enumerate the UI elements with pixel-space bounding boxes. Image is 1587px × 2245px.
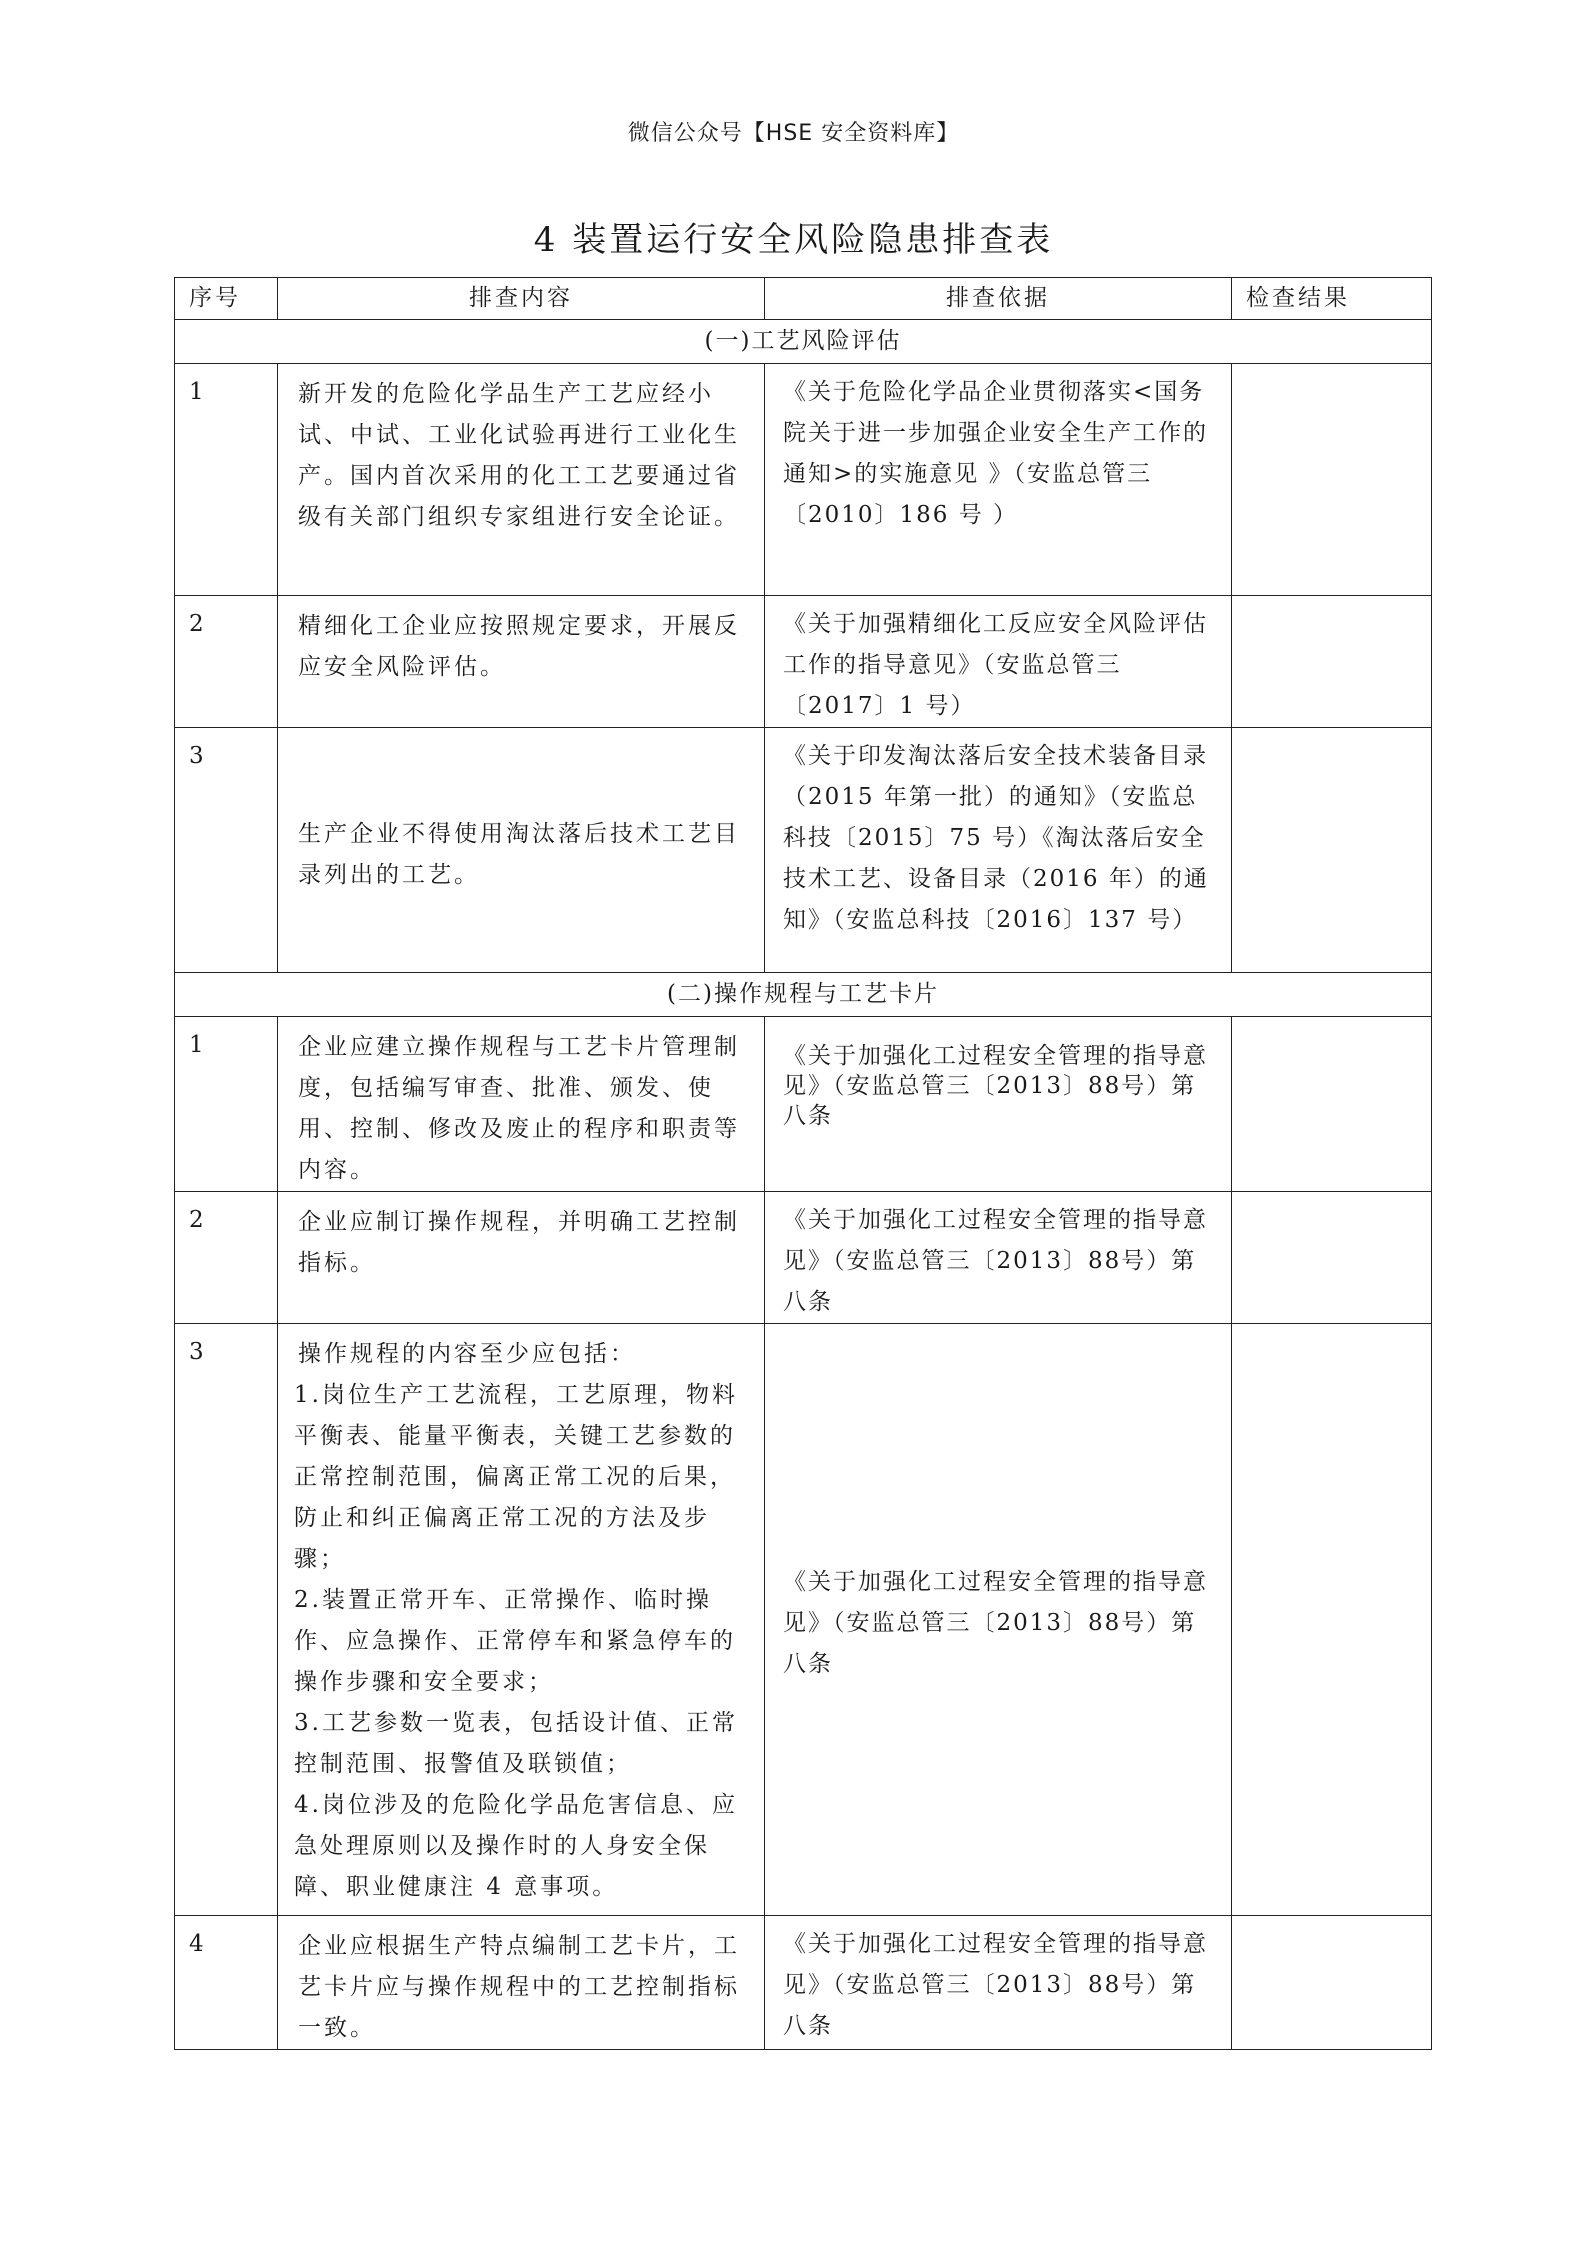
column-header-content: 排查内容 (278, 278, 765, 320)
section-row (175, 320, 1432, 364)
row-result (1232, 596, 1432, 728)
column-header-basis: 排查依据 (765, 278, 1232, 320)
section-row (175, 973, 1432, 1017)
table-row (175, 1017, 1432, 1192)
table-row (175, 1916, 1432, 2050)
row-result (1232, 1017, 1432, 1192)
wechat-header: 微信公众号【HSE 安全资料库】 (627, 121, 960, 146)
content-item: 4.岗位涉及的危险化学品危害信息、应急处理原则以及操作时的人身安全保障、职业健康注 4 意事项。 (294, 1792, 738, 1900)
row-result (1232, 364, 1432, 596)
row-result (1232, 1192, 1432, 1324)
row-content (278, 1324, 765, 1916)
row-basis: 《关于加强化工过程安全管理的指导意见》（安监总管三〔2013〕88号）第八条 (765, 1192, 1232, 1324)
row-basis: 《关于加强化工过程安全管理的指导意见》（安监总管三〔2013〕88号）第八条 (765, 1916, 1232, 2050)
column-header-result: 检查结果 (1232, 278, 1432, 320)
row-number: 2 (175, 1192, 278, 1324)
column-header-no: 序号 (175, 278, 278, 320)
row-content: 企业应制订操作规程，并明确工艺控制指标。 (278, 1192, 765, 1324)
row-result (1232, 1916, 1432, 2050)
row-basis: 《关于加强精细化工反应安全风险评估工作的指导意见》（安监总管三〔2017〕1 号） (765, 596, 1232, 728)
table-row (175, 1324, 1432, 1916)
section-heading: (一)工艺风险评估 (175, 320, 1432, 364)
table-row (175, 728, 1432, 973)
table-row (175, 364, 1432, 596)
document-title: 4 装置运行安全风险隐患排查表 (533, 220, 1054, 260)
row-number: 2 (175, 596, 278, 728)
content-intro: 操作规程的内容至少应包括： (298, 1341, 636, 1367)
hazard-check-table (174, 277, 1432, 2050)
row-number: 3 (175, 728, 278, 973)
content-item: 3.工艺参数一览表，包括设计值、正常控制范围、报警值及联锁值； (294, 1710, 738, 1777)
row-number: 1 (175, 1017, 278, 1192)
row-result (1232, 728, 1432, 973)
row-number: 3 (175, 1324, 278, 1916)
table-header-row (175, 278, 1432, 320)
row-number: 1 (175, 364, 278, 596)
table-row (175, 1192, 1432, 1324)
row-result (1232, 1324, 1432, 1916)
row-basis: 《关于危险化学品企业贯彻落实<国务院关于进一步加强企业安全生产工作的通知>的实施意见 》（安监总管三〔2010〕186 号 ） (765, 364, 1232, 596)
row-content: 生产企业不得使用淘汰落后技术工艺目录列出的工艺。 (278, 728, 765, 973)
row-content: 企业应建立操作规程与工艺卡片管理制度，包括编写审查、批准、颁发、使用、控制、修改及废止的程序和职责等内容。 (278, 1017, 765, 1192)
table-row (175, 596, 1432, 728)
content-item: 1.岗位生产工艺流程，工艺原理，物料平衡表、能量平衡表，关键工艺参数的正常控制范围，偏离正常工况的后果，防止和纠正偏离正常工况的方法及步骤； (294, 1382, 738, 1572)
row-content: 企业应根据生产特点编制工艺卡片，工艺卡片应与操作规程中的工艺控制指标一致。 (278, 1916, 765, 2050)
row-basis: 《关于加强化工过程安全管理的指导意见》（安监总管三〔2013〕88号）第八条 (765, 1324, 1232, 1916)
row-content: 精细化工企业应按照规定要求，开展反应安全风险评估。 (278, 596, 765, 728)
section-heading: (二)操作规程与工艺卡片 (175, 973, 1432, 1017)
row-content: 新开发的危险化学品生产工艺应经小试、中试、工业化试验再进行工业化生产。国内首次采用的化工工艺要通过省级有关部门组织专家组进行安全论证。 (278, 364, 765, 596)
row-number: 4 (175, 1916, 278, 2050)
row-basis: 《关于印发淘汰落后安全技术装备目录（2015 年第一批）的通知》（安监总科技〔2015〕75 号）《淘汰落后安全技术工艺、设备目录（2016 年）的通知》（安监总科技〔2016〕137 号） (765, 728, 1232, 973)
content-item: 2.装置正常开车、正常操作、临时操作、应急操作、正常停车和紧急停车的操作步骤和安全要求； (294, 1587, 736, 1695)
row-basis: 《关于加强化工过程安全管理的指导意见》（安监总管三〔2013〕88号）第八条 (765, 1017, 1232, 1192)
